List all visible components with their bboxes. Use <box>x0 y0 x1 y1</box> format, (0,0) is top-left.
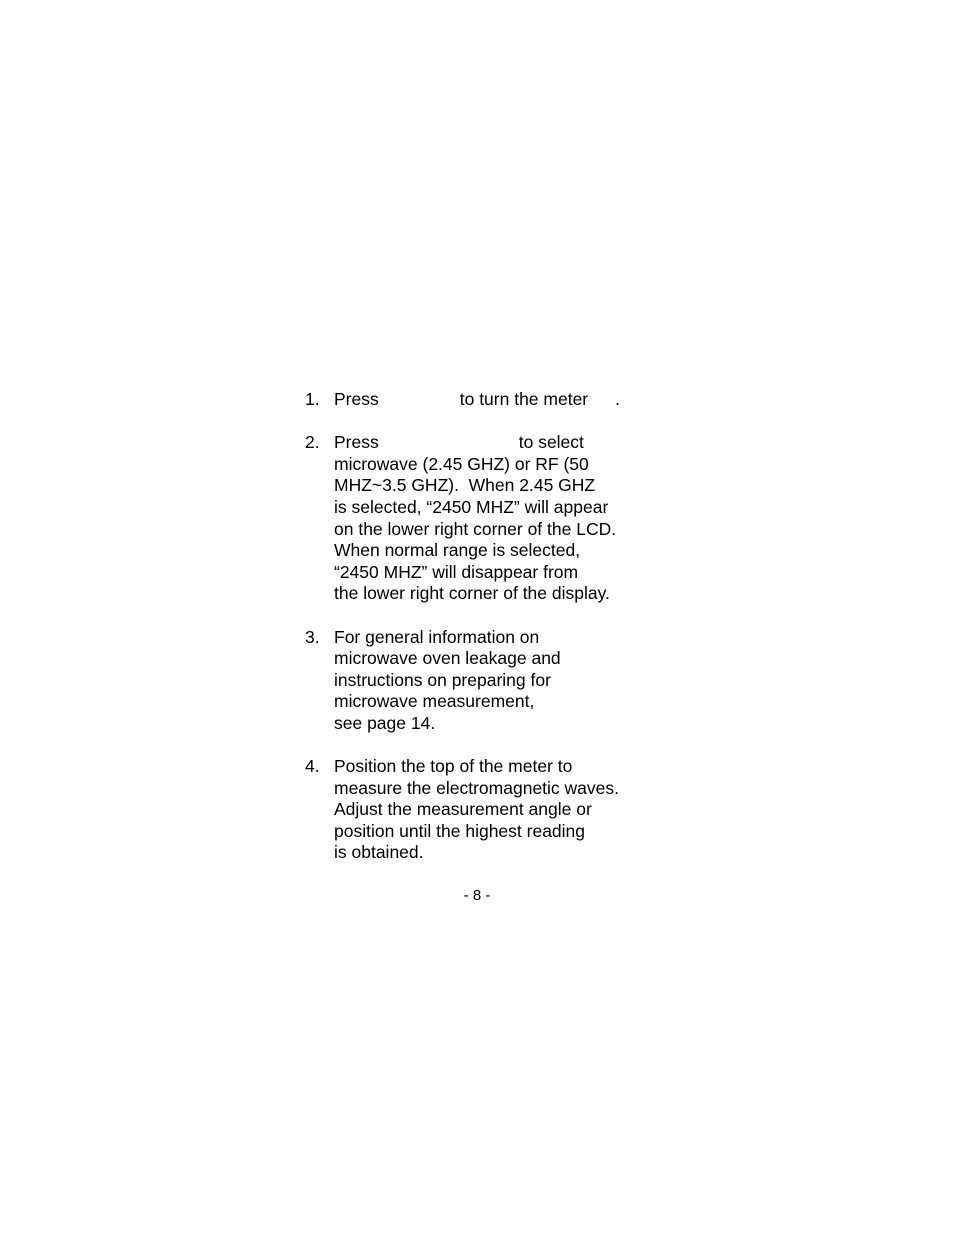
step-line: position until the highest reading <box>334 820 586 841</box>
step-text <box>334 389 665 411</box>
page-number: - 8 - <box>463 887 491 904</box>
step-text-fragment: . <box>615 389 621 409</box>
instruction-list <box>305 389 665 886</box>
step-line: Adjust the measurement angle or <box>334 799 592 820</box>
step-line: is selected, “2450 MHZ” will appear <box>334 496 609 517</box>
step-line: on the lower right corner of the LCD. <box>334 518 617 539</box>
step-line: microwave measurement, <box>334 691 535 712</box>
step-line: MHZ~3.5 GHZ). When 2.45 GHZ <box>334 475 596 496</box>
step-number: 2. <box>305 432 320 453</box>
list-item-step-3 <box>305 627 665 735</box>
step-text <box>334 432 665 605</box>
step-number: 3. <box>305 626 320 647</box>
step-text-fragment: Press <box>334 389 379 409</box>
step-line: measure the electromagnetic waves. <box>334 777 619 798</box>
step-text-fragment: Press <box>334 432 379 453</box>
step-line: When normal range is selected, <box>334 540 581 561</box>
step-line: “2450 MHZ” will disappear from <box>334 561 579 582</box>
step-line: the lower right corner of the display. <box>334 583 610 604</box>
step-line: Position the top of the meter to <box>334 756 573 777</box>
list-item-step-1 <box>305 389 665 411</box>
step-line: microwave (2.45 GHZ) or RF (50 <box>334 453 589 474</box>
step-number: 1. <box>305 389 320 409</box>
step-line: For general information on <box>334 626 540 647</box>
step-line: microwave oven leakage and <box>334 648 561 669</box>
step-text <box>334 627 665 735</box>
step-text-fragment: to turn the meter <box>459 389 589 409</box>
list-item-step-4 <box>305 756 665 864</box>
step-text <box>334 756 665 864</box>
step-line: instructions on preparing for <box>334 669 551 690</box>
step-line: is obtained. <box>334 842 424 863</box>
list-item-step-2 <box>305 432 665 605</box>
step-number: 4. <box>305 756 320 777</box>
step-line: see page 14. <box>334 712 436 733</box>
step-text-fragment: to select <box>518 432 584 453</box>
step-line <box>334 389 665 411</box>
step-line <box>334 432 665 454</box>
